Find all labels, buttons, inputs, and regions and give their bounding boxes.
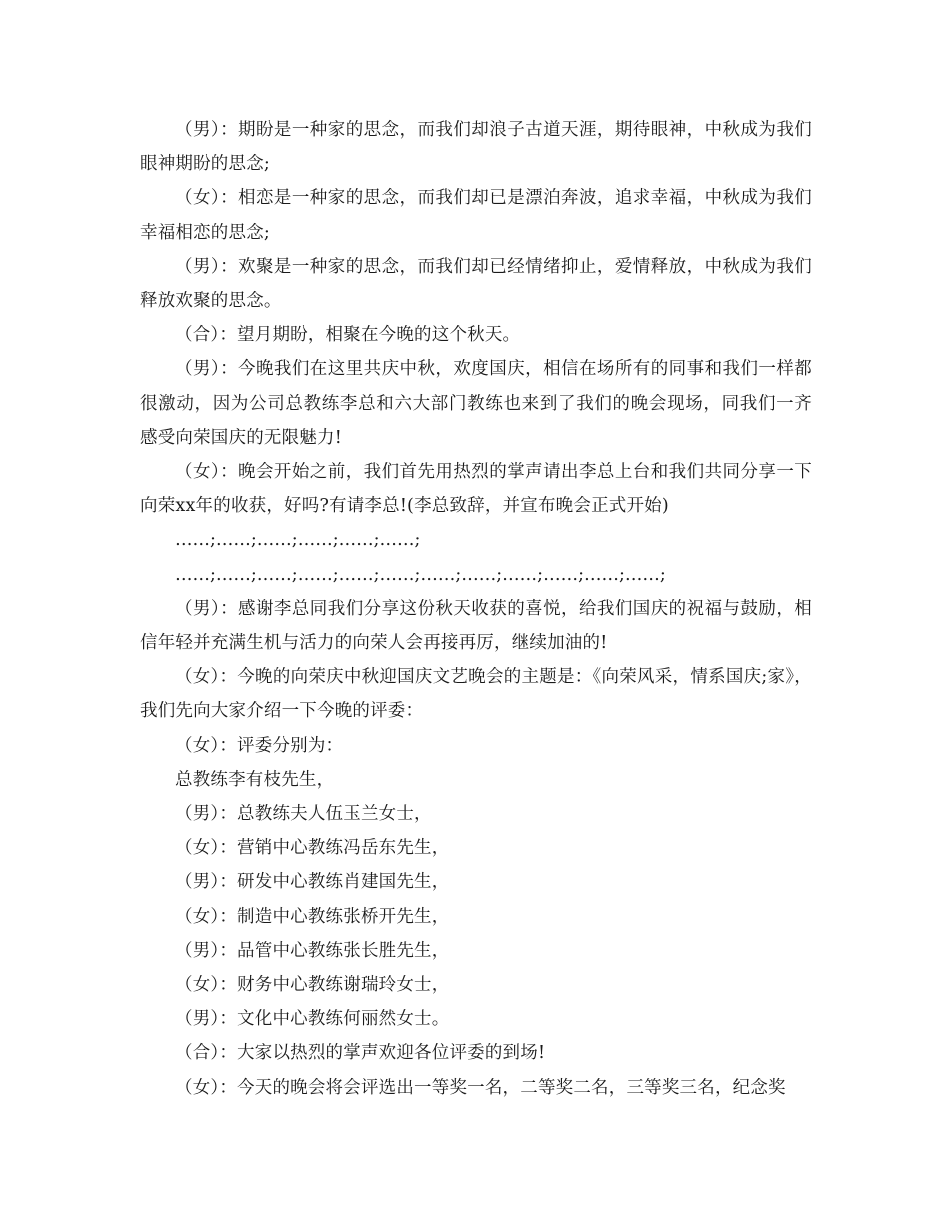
- document-body: [140, 113, 812, 1105]
- paragraph-15: （男）：研发中心教练肖建国先生，: [175, 872, 450, 893]
- paragraph-5: （男）：今晚我们在这里共庆中秋，欢度国庆，相信在场所有的同事和我们一样都很激动，因为公司总教练李总和六大部门教练也来到了我们的晚会现场，同我们一齐感受向荣国庆的无限魅力!: [140, 359, 812, 448]
- paragraph-9: （男）：感谢李总同我们分享这份秋天收获的喜悦，给我们国庆的祝福与鼓励，相信年轻并充满生机与活力的向荣人会再接再厉，继续加油的!: [140, 598, 812, 654]
- paragraph-10: （女）：今晚的向荣庆中秋迎国庆文艺晚会的主题是：《向荣风采，情系国庆;家》，我们先向大家介绍一下今晚的评委：: [140, 667, 812, 722]
- ellipsis-line-1: ……;……;……;……;……;……;: [175, 530, 421, 551]
- paragraph-1: （男）：期盼是一种家的思念，而我们却浪子古道天涯，期待眼神，中秋成为我们眼神期盼的思念;: [140, 120, 812, 175]
- paragraph-13: （男）：总教练夫人伍玉兰女士，: [175, 804, 432, 825]
- paragraph-17: （男）：品管中心教练张长胜先生，: [175, 940, 450, 961]
- paragraph-21: （女）：今天的晚会将会评选出一等奖一名，二等奖二名，三等奖三名，纪念奖: [175, 1077, 786, 1098]
- paragraph-14: （女）：营销中心教练冯岳东先生，: [175, 838, 450, 859]
- paragraph-19: （男）：文化中心教练何丽然女士。: [175, 1009, 450, 1030]
- paragraph-11: （女）：评委分别为：: [175, 735, 344, 756]
- paragraph-3: （男）：欢聚是一种家的思念，而我们却已经情绪抑止，爱情释放，中秋成为我们释放欢聚的思念。: [140, 256, 812, 312]
- ellipsis-line-2: ……;……;……;……;……;……;……;……;……;……;……;……;: [175, 564, 666, 585]
- paragraph-6: （女）：晚会开始之前，我们首先用热烈的掌声请出李总上台和我们共同分享一下向荣xx年的收获，好吗?有请李总!(李总致辞，并宣布晚会正式开始): [140, 462, 812, 517]
- paragraph-16: （女）：制造中心教练张桥开先生，: [175, 906, 450, 927]
- paragraph-12: 总教练李有枝先生，: [175, 769, 335, 790]
- paragraph-4: （合）：望月期盼，相聚在今晚的这个秋天。: [175, 325, 521, 346]
- paragraph-20: （合）：大家以热烈的掌声欢迎各位评委的到场!: [175, 1043, 546, 1064]
- paragraph-2: （女）：相恋是一种家的思念，而我们却已是漂泊奔波，追求幸福，中秋成为我们幸福相恋的思念;: [140, 188, 812, 243]
- paragraph-18: （女）：财务中心教练谢瑞玲女士，: [175, 975, 450, 996]
